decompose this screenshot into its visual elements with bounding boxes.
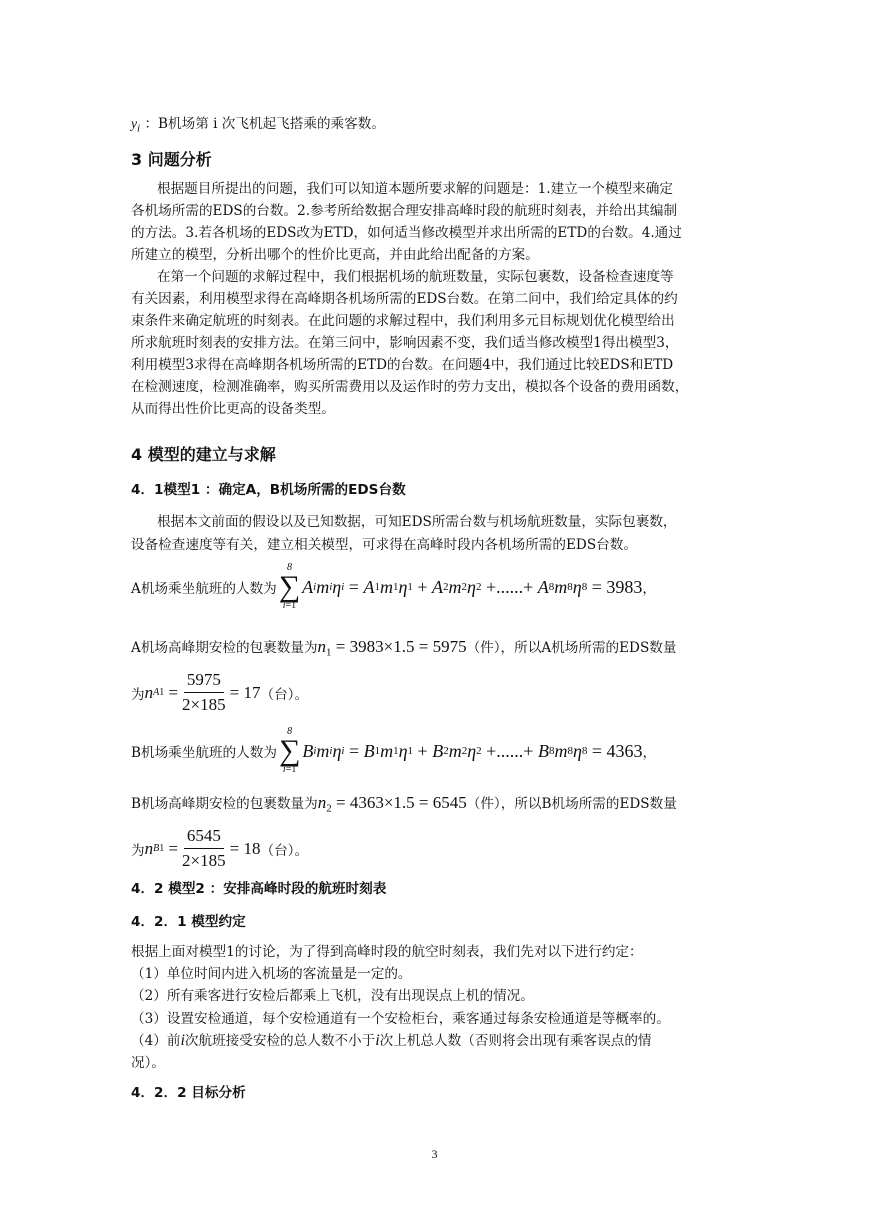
sec3-p2-line1: 在第一个问题的求解过程中，我们根据机场的航班数量，实际包裹数，设备检查速度等 [157,269,674,285]
rule-4-cont: 况）。 [131,1055,165,1071]
sum-symbol: 8 ∑ i=1 [278,562,301,611]
eqB-formula: 8 ∑ i=1 B i m i η i = B 1 m 1 η 1 + B 2 m 2 η 2 +......+ B 8 m 8 η 8 = 4363 [278,726,643,775]
bagA-tail: （件），所以A机场所需的EDS数量 [466,640,677,656]
section-4-1-title: 4．1模型1 ：确定A，B机场所需的EDS台数 [131,482,406,498]
sec3-p1-line3: 的方法。3.若各机场的EDS改为ETD，如何适当修改模型并求出所需的ETD的台数。4.通过 [131,225,682,241]
sum-symbol: 8 ∑ i=1 [278,726,301,775]
equation-eds-count-a: 为 n A1 = $\frac{5975}{2\times 185}$ = 17 （台）。 [131,670,309,714]
sec3-p2-line3: 束条件来确定航班的时刻表。在此问题的求解过程中，我们利用多元目标规划优化模型给出 [131,313,675,329]
section-3-title: 3 问题分析 [131,150,212,169]
section-4-2-title: 4．2 模型2 ：安排高峰时段的航班时刻表 [131,881,387,897]
nB-denominator: 2×185 [182,851,226,870]
sec3-p2-line4: 所求航班时刻表的安排方法。在第三问中，影响因素不变，我们适当修改模型1得出模型3， [131,335,679,351]
eqB-tail: ， [642,745,657,761]
bag-count-b-line: B机场高峰期安检的包裹数量为$n_2 = 4363\times 1.5 = 6545$（件），所以B机场所需的EDS数量 [131,793,677,815]
variable-definition-yi [131,113,385,140]
nB-numerator: 6545 [184,826,224,849]
page-number: 3 [431,1147,438,1161]
nB-tail: （台）。 [260,842,309,859]
nA-numerator: 5975 [184,670,224,693]
sec3-p2-line7: 从而得出性价比更高的设备类型。 [131,401,335,417]
sec421-intro: 根据上面对模型1的讨论，为了得到高峰时段的航空时刻表，我们先对以下进行约定： [131,944,643,960]
nB-fraction [182,826,226,871]
eqA-formula: 8 ∑ i=1 A i m i η i = A 1 m 1 η 1 + A 2 m 2 η 2 +......+ A 8 m 8 η 8 = 3983 [278,562,643,611]
bag-count-a-line: A机场高峰期安检的包裹数量为$n_1 = 3983\times 1.5 = 5975$（件），所以A机场所需的EDS数量 [131,637,677,659]
rule-2: （2）所有乘客进行安检后都乘上飞机，没有出现误点上机的情况。 [131,988,534,1004]
eqA-tail: ， [642,581,656,597]
section-4-title: 4 模型的建立与求解 [131,445,276,464]
sec3-p2-line2: 有关因素，利用模型求得在高峰期各机场所需的EDS台数。在第二问中，我们给定具体的约 [131,291,678,307]
nB-prefix: 为 [131,842,145,859]
rule-3: （3）设置安检通道，每个安检通道有一个安检柜台，乘客通过每条安检通道是等概率的。 [131,1011,670,1027]
bagA-expr: 3983×1.5 = 5975 [349,637,467,656]
equation-eds-count-b: 为 n B1 = $\frac{6545}{2\times 185}$ = 18 （台）。 [131,826,309,870]
nA-result: 17 [243,682,261,702]
rule-1: （1）单位时间内进入机场的客流量是一定的。 [131,966,412,982]
nB-result: 18 [243,838,261,858]
sec3-p1-line2: 各机场所需的EDS的台数。2.参考所给数据合理安排高峰时段的航班时刻表，并给出其编制 [131,203,678,219]
nA-prefix: 为 [131,686,145,703]
var-y-desc: ：B机场第 i 次飞机起飞搭乘的乘客数。 [144,116,385,132]
sec41-p-line1: 根据本文前面的假设以及已知数据，可知EDS所需台数与机场航班数量，实际包裹数， [157,514,677,530]
sec3-p2-line5: 利用模型3求得在高峰期各机场所需的ETD的台数。在问题4中，我们通过比较EDS和ETD [131,357,674,373]
bagB-tail: （件），所以B机场所需的EDS数量 [466,796,677,812]
rule-4: （4）前i次航班接受安检的总人数不小于i次上机总人数（否则将会出现有乘客误点的情 [131,1032,652,1049]
equation-airport-a-passengers [131,563,656,611]
nA-fraction [182,670,226,715]
sec3-p1-line4: 所建立的模型，分析出哪个的性价比更高，并由此给出配备的方案。 [131,247,539,263]
section-4-2-2-title: 4．2．2 目标分析 [131,1085,246,1101]
eqA-label: A机场乘坐航班的人数为 [131,581,277,597]
eqA-result: 3983 [606,576,643,597]
var-y-sub: i [137,122,141,135]
bagB-label: B机场高峰期安检的包裹数量为 [131,796,318,812]
var-y: y [131,116,138,131]
sec41-p-line2: 设备检查速度等有关，建立相关模型，可求得在高峰时段内各机场所需的EDS台数。 [131,537,637,553]
eqB-result: 4363 [606,740,643,761]
bagA-label: A机场高峰期安检的包裹数量为 [131,640,318,656]
nA-denominator: 2×185 [182,695,226,714]
nA-tail: （台）。 [260,686,309,703]
bagB-expr: 4363×1.5 = 6545 [349,793,467,812]
equation-airport-b-passengers [131,727,656,775]
section-4-2-1-title: 4．2．1 模型约定 [131,914,246,930]
sec3-p2-line6: 在检测速度，检测准确率，购买所需费用以及运作时的劳力支出，模拟各个设备的费用函数， [131,379,689,395]
eqB-label: B机场乘坐航班的人数为 [131,745,277,761]
sec3-p1-line1: 根据题目所提出的问题，我们可以知道本题所要求解的问题是：1.建立一个模型来确定 [157,181,673,197]
